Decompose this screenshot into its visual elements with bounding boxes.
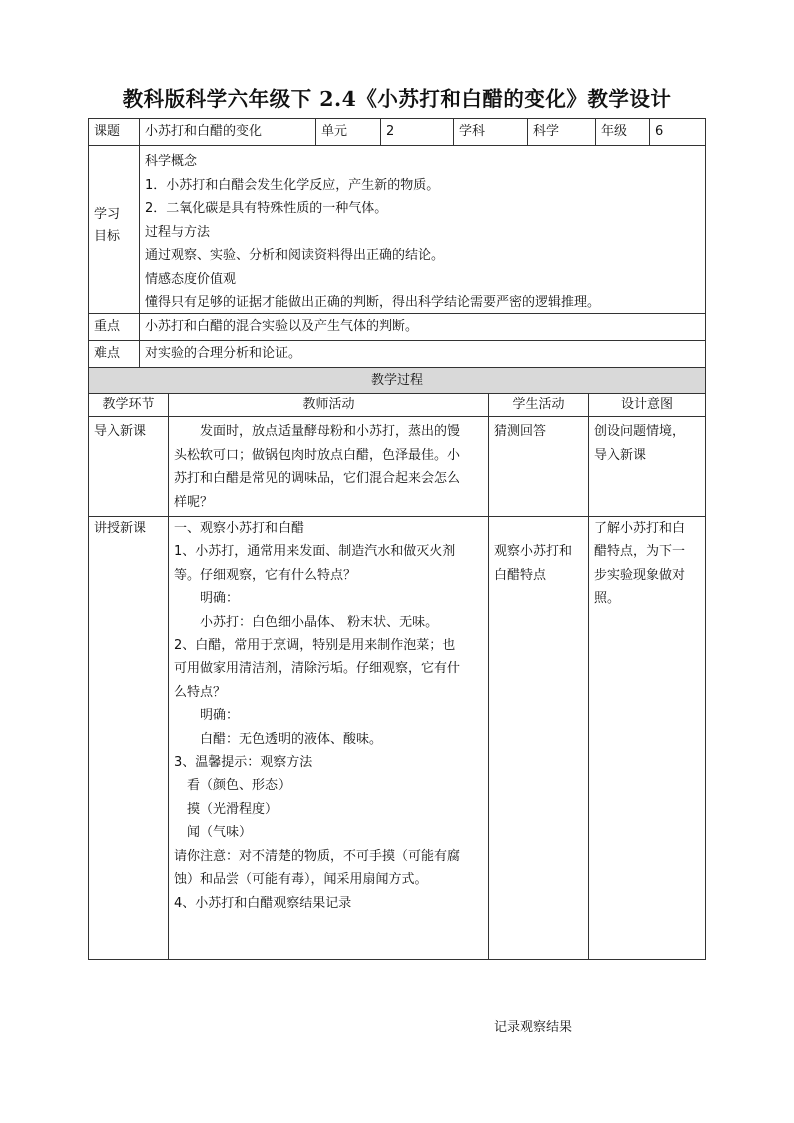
objectives-label-line-1: 学习 xyxy=(94,207,121,222)
objective-line: 2．二氧化碳是具有特殊性质的一种气体。 xyxy=(145,201,388,216)
unit-label: 单元 xyxy=(315,118,381,146)
student-line: 观察小苏打和 xyxy=(494,544,573,560)
student-line: 猜测回答 xyxy=(494,424,547,439)
objective-line: 情感态度价值观 xyxy=(145,271,237,287)
objective-line: 1．小苏打和白醋会发生化学反应，产生新的物质。 xyxy=(145,177,440,193)
teacher-line: 明确： xyxy=(174,591,240,607)
key-point-value: 小苏打和白醋的混合实验以及产生气体的判断。 xyxy=(139,313,706,341)
grade-label: 年级 xyxy=(595,118,650,146)
teacher-line: 发面时，放点适量酵母粉和小苏打，蒸出的馒 xyxy=(174,424,461,439)
intent-line: 步实验现象做对 xyxy=(594,567,686,583)
table-row-lesson-stage: 讲授新课 xyxy=(88,516,169,960)
intent-line: 导入新课 xyxy=(594,447,647,463)
difficulty-label: 难点 xyxy=(88,340,140,368)
objective-line: 过程与方法 xyxy=(145,224,211,240)
teacher-line: 苏打和白醋是常见的调味品，它们混合起来会怎么 xyxy=(174,471,461,486)
teacher-line: 3、温馨提示：观察方法 xyxy=(174,755,313,771)
objectives-label-line-2: 目标 xyxy=(94,229,121,244)
teacher-line: 看（颜色、形态） xyxy=(174,778,292,794)
process-header: 教学过程 xyxy=(88,367,706,394)
teacher-line: 1、小苏打，通常用来发面、制造汽水和做灭火剂 xyxy=(174,544,456,560)
table-row-intro-intent xyxy=(588,416,706,517)
subject-value: 科学 xyxy=(527,118,596,146)
difficulty-value: 对实验的合理分析和论证。 xyxy=(139,340,706,368)
key-point-label: 重点 xyxy=(88,313,140,341)
teacher-line: 么特点？ xyxy=(174,684,227,700)
intent-line: 了解小苏打和白 xyxy=(594,521,686,536)
teacher-line: 样呢？ xyxy=(174,494,214,510)
table-row-intro-student xyxy=(488,416,589,517)
table-row-intro-teacher xyxy=(168,416,489,517)
column-header-stage: 教学环节 xyxy=(88,393,169,417)
objective-line: 通过观察、实验、分析和阅读资料得出正确的结论。 xyxy=(145,248,445,263)
unit-value: 2 xyxy=(380,118,454,146)
document-title: 教科版科学六年级下 2.4《小苏打和白醋的变化》教学设计 xyxy=(122,87,672,111)
column-header-intent: 设计意图 xyxy=(588,393,706,417)
objectives-label xyxy=(88,145,140,314)
topic-label: 课题 xyxy=(88,118,140,146)
intent-line: 创设问题情境， xyxy=(594,424,686,439)
subject-label: 学科 xyxy=(453,118,528,146)
teacher-line: 蚀）和品尝（可能有毒），闻采用扇闻方式。 xyxy=(174,872,428,888)
table-row-intro-stage: 导入新课 xyxy=(88,416,169,517)
teacher-line: 摸（光滑程度） xyxy=(174,801,279,817)
teacher-line: 小苏打：白色细小晶体、 粉末状、无味。 xyxy=(174,614,439,630)
topic-value: 小苏打和白醋的变化 xyxy=(139,118,316,146)
objective-line: 科学概念 xyxy=(145,154,198,169)
teacher-line: 2、白醋，常用于烹调，特别是用来制作泡菜；也 xyxy=(174,638,456,654)
column-header-teacher: 教师活动 xyxy=(168,393,489,417)
grade-value: 6 xyxy=(649,118,706,146)
teacher-line: 一、观察小苏打和白醋 xyxy=(174,521,305,536)
spacer xyxy=(494,517,583,540)
teacher-line: 明确： xyxy=(174,708,240,724)
table-row-lesson-student xyxy=(488,516,589,1035)
teacher-line: 请你注意：对不清楚的物质，不可手摸（可能有腐 xyxy=(174,848,461,864)
objectives-content xyxy=(139,145,706,314)
table-row-lesson-teacher xyxy=(168,516,489,960)
teacher-line: 头松软可口；做锅包肉时放点白醋，色泽最佳。小 xyxy=(174,447,461,463)
teacher-line: 白醋：无色透明的液体、酸味。 xyxy=(174,731,383,747)
teacher-line: 4、小苏打和白醋观察结果记录 xyxy=(174,895,352,911)
teacher-line: 闻（气味） xyxy=(174,825,253,841)
teacher-line: 等。仔细观察，它有什么特点？ xyxy=(174,567,357,583)
teacher-line: 可用做家用清洁剂，清除污垢。仔细观察，它有什 xyxy=(174,661,461,677)
intent-line: 照。 xyxy=(594,591,621,607)
column-header-student: 学生活动 xyxy=(488,393,589,417)
student-line: 白醋特点 xyxy=(494,567,547,583)
intent-line: 醋特点，为下一 xyxy=(594,544,686,560)
student-line-record: 记录观察结果 xyxy=(494,1020,573,1035)
table-row-lesson-intent xyxy=(588,516,706,960)
objective-line: 懂得只有足够的证据才能做出正确的判断，得出科学结论需要严密的逻辑推理。 xyxy=(145,295,601,310)
